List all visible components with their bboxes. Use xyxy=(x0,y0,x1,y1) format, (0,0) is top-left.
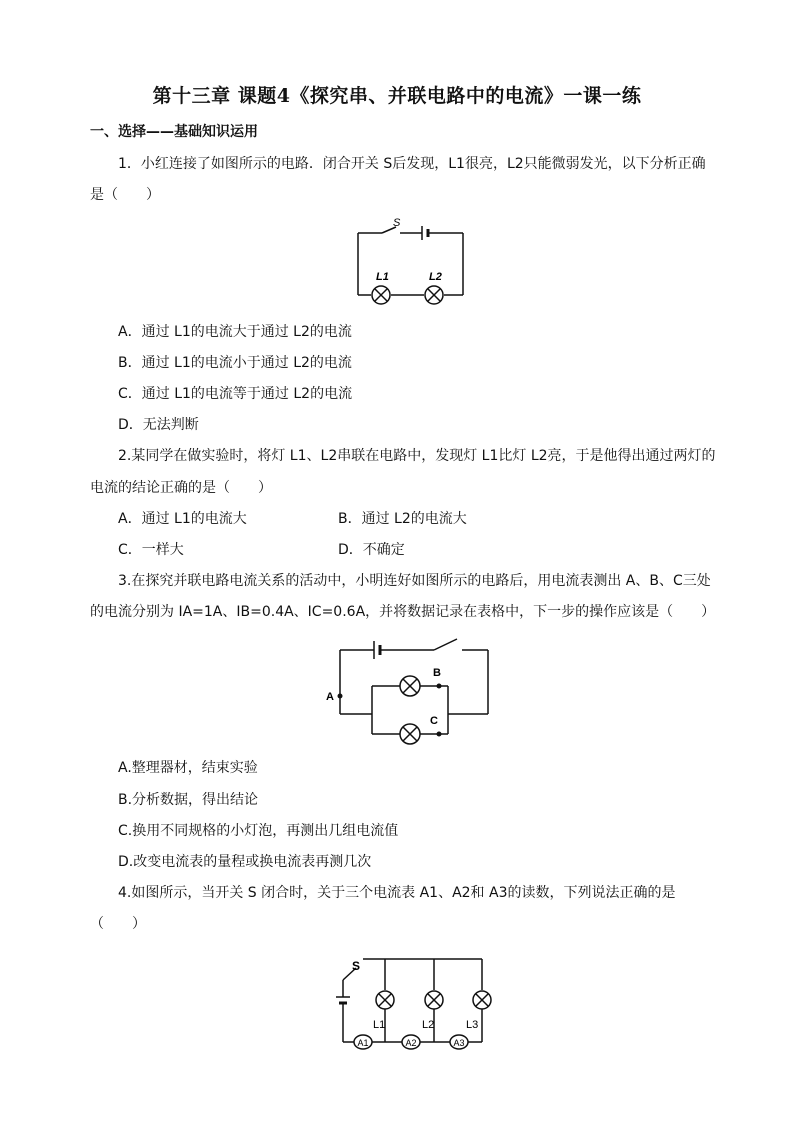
q4-stem-line1: 4.如图所示，当开关 S 闭合时，关于三个电流表 A1、A2和 A3的读数，下列说法正确的是 xyxy=(118,885,676,901)
q1-option-c: C．通过 L1的电流等于通过 L2的电流 xyxy=(118,386,353,402)
q1-stem-line2: 是（ ） xyxy=(90,187,160,203)
q1-switch-label: S xyxy=(393,217,401,229)
q2-stem-line1: 2.某同学在做实验时，将灯 L1、L2串联在电路中，发现灯 L1比灯 L2亮，于是他得出通过两灯的 xyxy=(118,448,716,464)
q4-switch-label: S xyxy=(352,959,361,973)
q4-ammeter2-label: A2 xyxy=(405,1038,417,1048)
q4-ammeter1-label: A1 xyxy=(357,1038,369,1048)
q1-lamp1-label: L1 xyxy=(376,271,389,283)
q3-point-a-label: A xyxy=(326,691,334,703)
q2-stem-line2: 电流的结论正确的是（ ） xyxy=(90,480,272,496)
q1-option-b: B．通过 L1的电流小于通过 L2的电流 xyxy=(118,355,352,371)
q2-option-a: A．通过 L1的电流大 xyxy=(118,511,247,527)
page-title: 第十三章 课题4《探究串、并联电路中的电流》一课一练 xyxy=(152,85,642,107)
q3-circuit-figure xyxy=(322,636,497,751)
section-heading: 一、选择——基础知识运用 xyxy=(90,124,258,140)
q3-option-c: C.换用不同规格的小灯泡，再测出几组电流值 xyxy=(118,823,399,839)
q4-stem-line2: （ ） xyxy=(90,916,146,932)
q3-option-b: B.分析数据，得出结论 xyxy=(118,792,259,808)
q2-option-b: B．通过 L2的电流大 xyxy=(338,511,467,527)
q3-option-a: A.整理器材，结束实验 xyxy=(118,760,258,776)
q4-lamp3-label: L3 xyxy=(466,1019,479,1031)
q4-lamp1-label: L1 xyxy=(373,1019,386,1031)
q1-option-d: D．无法判断 xyxy=(118,417,199,433)
q3-stem-line2: 的电流分别为 IA=1A、IB=0.4A、IC=0.6A，并将数据记录在表格中，下一步的操作应该是（ ） xyxy=(90,604,716,620)
q4-circuit-figure xyxy=(330,950,495,1060)
q3-option-d: D.改变电流表的量程或换电流表再测几次 xyxy=(118,854,372,870)
q1-option-a: A．通过 L1的电流大于通过 L2的电流 xyxy=(118,324,352,340)
q2-option-c: C．一样大 xyxy=(118,542,184,558)
q4-lamp2-label: L2 xyxy=(422,1019,435,1031)
q1-lamp2-label: L2 xyxy=(429,271,442,283)
q1-stem-line1: 1．小红连接了如图所示的电路．闭合开关 S后发现，L1很亮，L2只能微弱发光，以下分析正确 xyxy=(118,156,706,172)
q4-ammeter3-label: A3 xyxy=(453,1038,465,1048)
q3-point-b-label: B xyxy=(433,667,441,679)
q3-stem-line1: 3.在探究并联电路电流关系的活动中，小明连好如图所示的电路后，用电流表测出 A、B、C三处 xyxy=(118,573,711,589)
q3-point-c-label: C xyxy=(430,715,438,727)
q2-option-d: D．不确定 xyxy=(338,542,405,558)
q1-circuit-figure xyxy=(340,218,470,308)
